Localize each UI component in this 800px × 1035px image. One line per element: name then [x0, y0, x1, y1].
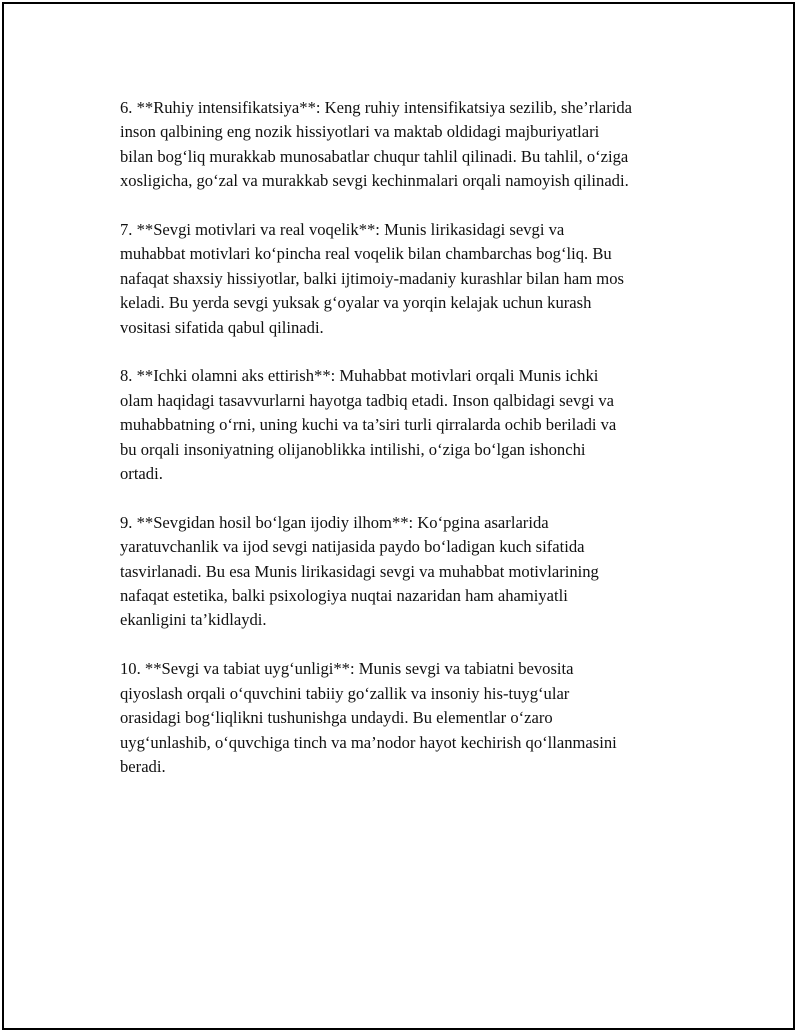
paragraph-10: 10. **Sevgi va tabiat uyg‘unligi**: Munis sevgi va tabiatni bevosita qiyoslash orqali o‘quvchini tabiiy go‘zallik va insoniy his-tuyg‘ular orasidagi bog‘liqlikni tushunishga undaydi. Bu elementlar o‘zaro uyg‘unlashib, o‘quvchiga tinch va ma’nodor hayot kechirish qo‘llanmasini beradi. — [120, 659, 617, 776]
paragraph-8: 8. **Ichki olamni aks ettirish**: Muhabbat motivlari orqali Munis ichki olam haqidagi tasavvurlarni hayotga tadbiq etadi. Inson qalbidagi sevgi va muhabbatning o‘rni, uning kuchi va ta’siri turli qirralarda ochib beriladi va bu orqali insoniyatning olijanoblikka intilishi, o‘ziga bo‘lgan ishonchi ortadi. — [120, 366, 617, 484]
paragraph-9: 9. **Sevgidan hosil bo‘lgan ijodiy ilhom**: Ko‘pgina asarlarida yaratuvchanlik va ijod sevgi natijasida paydo bo‘ladigan kuch sifatida tasvirlanadi. Bu esa Munis lirikasidagi sevgi va muhabbat motivlarining nafaqat estetika, balki psixologiya nuqtai nazaridan ham ahamiyatli ekanligini ta’kidlaydi. — [120, 512, 599, 630]
paragraph-6: 6. **Ruhiy intensifikatsiya**: Keng ruhiy intensifikatsiya sezilib, she’rlarida inson qalbining eng nozik hissiyotlari va maktab oldidagi majburiyatlari bilan bog‘liq murakkab munosabatlar chuqur tahlil qilinadi. Bu tahlil, o‘ziga xosligicha, go‘zal va murakkab sevgi kechinmalari orqali namoyish qilinadi. — [120, 98, 632, 191]
document-body — [120, 96, 700, 804]
paragraph-7: 7. **Sevgi motivlari va real voqelik**: Munis lirikasidagi sevgi va muhabbat motivlari ko‘pincha real voqelik bilan chambarchas bog‘liq. Bu nafaqat shaxsiy hissiyotlar, balki ijtimoiy-madaniy kurashlar bilan ham mos keladi. Bu yerda sevgi yuksak g‘oyalar va yorqin kelajak uchun kurash vositasi sifatida qabul qilinadi. — [120, 220, 624, 337]
page-border — [2, 2, 795, 1030]
